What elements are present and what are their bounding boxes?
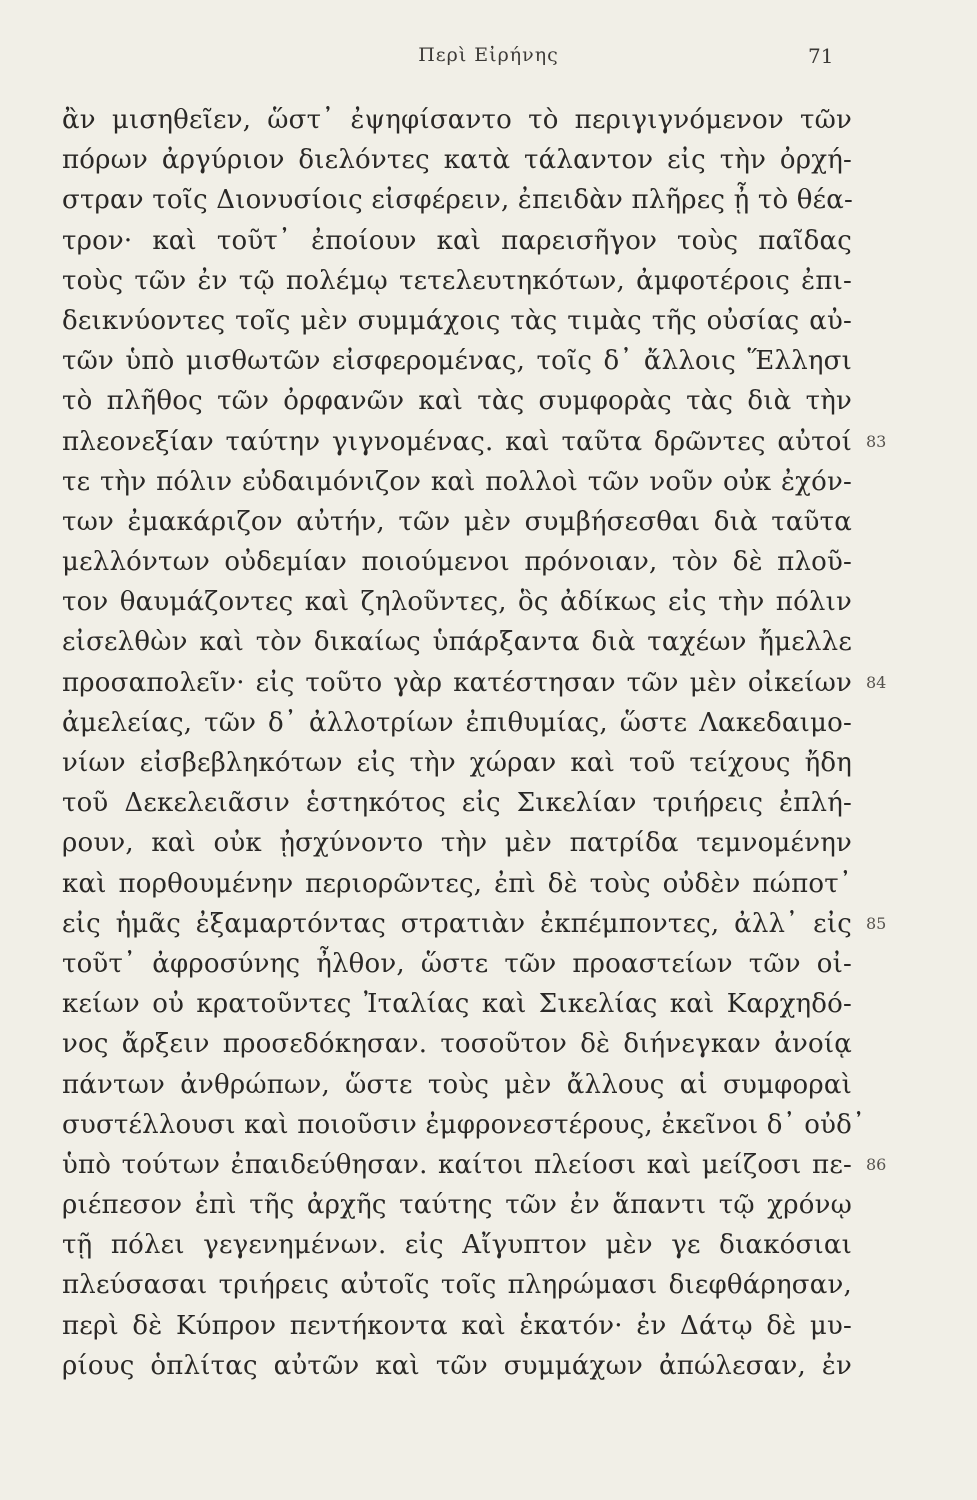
- text-line: τρον· καὶ τοῦτ᾽ ἐποίουν καὶ παρεισῆγον τοὺς παῖδας: [62, 225, 852, 256]
- page-header: [0, 44, 977, 74]
- text-line: νος ἄρξειν προσεδόκησαν. τοσοῦτον δὲ διήνεγκαν ἀνοίᾳ: [62, 1029, 852, 1060]
- body-text: [62, 100, 866, 1386]
- text-line: των ἐμακάριζον αὐτήν, τῶν μὲν συμβήσεσθαι διὰ ταῦτα: [62, 506, 852, 537]
- text-line: τῶν ὑπὸ μισθωτῶν εἰσφερομένας, τοῖς δ᾽ ἄλλοις Ἕλλησι: [62, 346, 852, 377]
- section-number: 84: [866, 672, 887, 692]
- text-line: πλεονεξίαν ταύτην γιγνομένας. καὶ ταῦτα δρῶντες αὐτοί: [62, 426, 852, 457]
- text-line: προσαπολεῖν· εἰς τοῦτο γὰρ κατέστησαν τῶν μὲν οἰκείων: [62, 667, 852, 698]
- text-line: τοὺς τῶν ἐν τῷ πολέμῳ τετελευτηκότων, ἀμφοτέροις ἐπι-: [62, 265, 852, 296]
- text-line: τῇ πόλει γεγενημένων. εἰς Αἴγυπτον μὲν γε διακόσιαι: [62, 1230, 852, 1261]
- running-title: Περὶ Εἰρήνης: [418, 44, 559, 66]
- text-line: κείων οὐ κρατοῦντες Ἰταλίας καὶ Σικελίας καὶ Καρχηδό-: [62, 989, 852, 1020]
- section-number: 85: [866, 914, 887, 933]
- text-line: νίων εἰσβεβληκότων εἰς τὴν χώραν καὶ τοῦ τείχους ἤδη: [62, 748, 852, 778]
- text-line: τοῦτ᾽ ἀφροσύνης ἦλθον, ὥστε τῶν προαστείων τῶν οἰ-: [62, 948, 852, 979]
- text-line: μελλόντων οὐδεμίαν ποιούμενοι πρόνοιαν, τὸν δὲ πλοῦ-: [62, 547, 852, 578]
- text-line: τον θαυμάζοντες καὶ ζηλοῦντες, ὃς ἀδίκως εἰς τὴν πόλιν: [62, 587, 852, 618]
- text-line: τοῦ Δεκελειᾶσιν ἑστηκότος εἰς Σικελίαν τριήρεις ἐπλή-: [62, 788, 852, 819]
- text-line: δεικνύοντες τοῖς μὲν συμμάχοις τὰς τιμὰς τῆς οὐσίας αὐ-: [62, 305, 852, 336]
- text-line: τὸ πλῆθος τῶν ὀρφανῶν καὶ τὰς συμφορὰς τὰς διὰ τὴν: [62, 386, 852, 417]
- text-line: ριέπεσον ἐπὶ τῆς ἀρχῆς ταύτης τῶν ἐν ἅπαντι τῷ χρόνῳ: [62, 1190, 852, 1221]
- text-line: ρουν, καὶ οὐκ ᾐσχύνοντο τὴν μὲν πατρίδα τεμνομένην: [62, 828, 852, 859]
- text-line: καὶ πορθουμένην περιορῶντες, ἐπὶ δὲ τοὺς οὐδὲν πώποτ᾽: [62, 868, 852, 899]
- text-line: ρίους ὁπλίτας αὐτῶν καὶ τῶν συμμάχων ἀπώλεσαν, ἐν: [62, 1350, 852, 1381]
- text-line: περὶ δὲ Κύπρον πεντήκοντα καὶ ἑκατόν· ἐν Δάτῳ δὲ μυ-: [62, 1310, 852, 1341]
- section-number: 86: [866, 1155, 887, 1175]
- text-line: στραν τοῖς Διονυσίοις εἰσφέρειν, ἐπειδὰν πλῆρες ᾖ τὸ θέα-: [62, 185, 854, 216]
- text-line: εἰς ἡμᾶς ἐξαμαρτόντας στρατιὰν ἐκπέμποντες, ἀλλ᾽ εἰς: [62, 908, 852, 939]
- text-line: συστέλλουσι καὶ ποιοῦσιν ἐμφρονεστέρους, ἐκεῖνοι δ᾽ οὐδ᾽: [62, 1109, 866, 1140]
- section-number: 83: [866, 431, 887, 451]
- text-line: ὑπὸ τούτων ἐπαιδεύθησαν. καίτοι πλείοσι καὶ μείζοσι πε-: [62, 1149, 852, 1180]
- text-line: πλεύσασαι τριήρεις αὐτοῖς τοῖς πληρώμασι διεφθάρησαν,: [62, 1270, 852, 1301]
- text-line: ἂν μισηθεῖεν, ὥστ᾽ ἐψηφίσαντο τὸ περιγιγνόμενον τῶν: [62, 105, 852, 135]
- text-line: τε τὴν πόλιν εὐδαιμόνιζον καὶ πολλοὶ τῶν νοῦν οὐκ ἐχόν-: [62, 466, 852, 497]
- text-line: πάντων ἀνθρώπων, ὥστε τοὺς μὲν ἄλλους αἱ συμφοραὶ: [62, 1069, 852, 1100]
- text-line: πόρων ἀργύριον διελόντες κατὰ τάλαντον εἰς τὴν ὀρχή-: [62, 145, 852, 176]
- text-line: ἀμελείας, τῶν δ᾽ ἀλλοτρίων ἐπιθυμίας, ὥστε Λακεδαιμο-: [62, 707, 852, 738]
- text-line: εἰσελθὼν καὶ τὸν δικαίως ὑπάρξαντα διὰ ταχέων ἤμελλε: [62, 627, 852, 658]
- page-number: 71: [808, 44, 834, 68]
